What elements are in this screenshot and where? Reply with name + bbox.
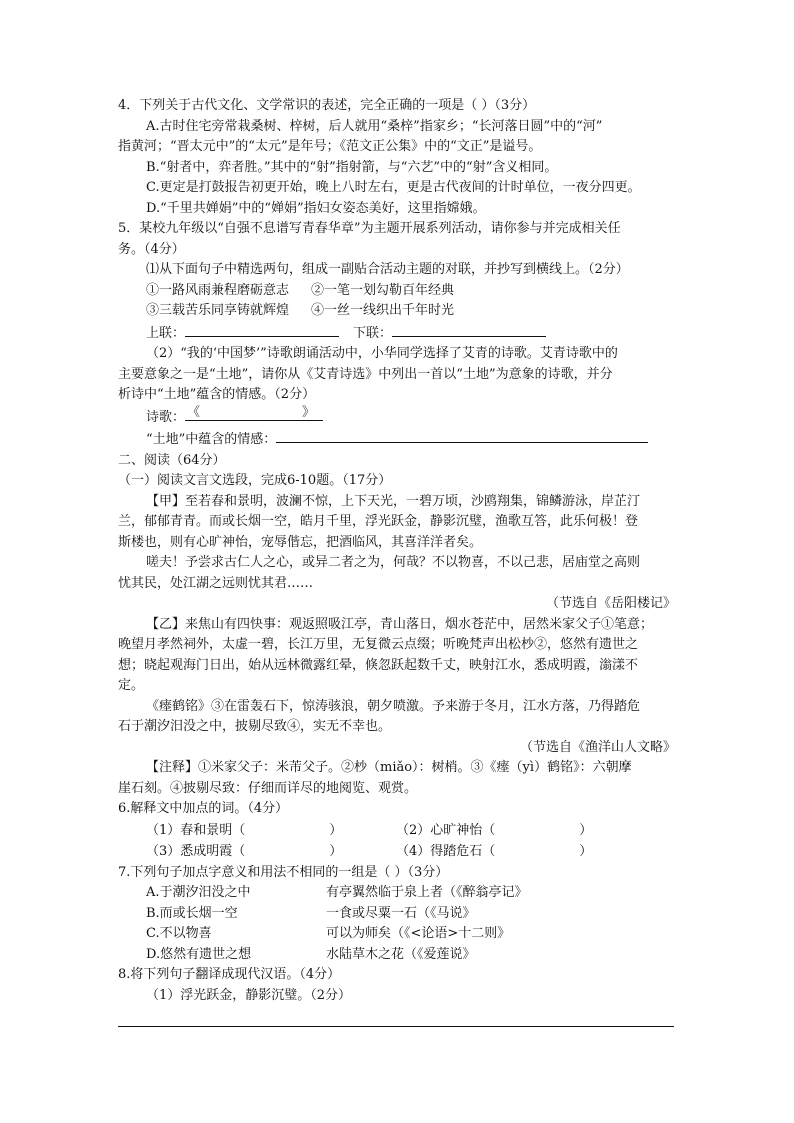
q7-option-d-row — [118, 945, 676, 966]
passage-jia-line1: 【甲】至若春和景明，波澜不惊，上下天光，一碧万顷，沙鸥翔集，锦鳞游泳，岸芷汀 — [146, 493, 641, 509]
emotion-label: “土地”中蕴含的情感： — [146, 432, 277, 447]
lower-couplet-label: 下联： — [353, 325, 393, 341]
passage-yi-line1: 【乙】来焦山有四快事：观返照吸江亭，青山落日，烟水苍茫中，居然米家父子①笔意； — [146, 616, 654, 632]
reading-section-title: 二、阅读（64分） — [118, 452, 226, 468]
q7-option-d-right: 水陆草木之花（《爱莲说》 — [326, 946, 476, 962]
q6-stem: 6.解释文中加点的词。（4分） — [118, 801, 289, 816]
passage-jia-source: （节选自《岳阳楼记》 — [545, 596, 676, 611]
q5-options-row1 — [118, 281, 676, 302]
passage-jia-line4: 嗟夫！予尝求古仁人之心，或异二者之为，何哉？不以物喜，不以己悲，居庙堂之高则 — [146, 555, 641, 570]
q6-item1: （1）春和景明（ — [146, 822, 246, 838]
passage-yi-line2: 晚望月孝然祠外，太虚一碧，长江万里，无复微云点缀；听晚梵声出松杪②，悠然有遗世之 — [118, 637, 639, 652]
q7-option-b-row — [118, 904, 676, 925]
q6-item4-blank[interactable] — [495, 841, 579, 855]
reading-subsection-title: （一）阅读文言文选段，完成6-10题。（17分） — [118, 473, 392, 488]
q7-option-c-left: C.不以物喜 — [146, 926, 212, 941]
q6-item3-close: ） — [329, 844, 343, 859]
q5-option-2: ②一笔一划勾勒百年经典 — [311, 282, 455, 298]
q7-stem: 7.下列句子加点字意义和用法不相同的一组是（ ）（3分） — [118, 864, 449, 880]
upper-couplet-label: 上联： — [146, 325, 186, 341]
q8-item1: （1）浮光跃金，静影沉璧。（2分） — [146, 987, 352, 1003]
q6-row1 — [118, 820, 676, 842]
couplet-row — [118, 322, 676, 345]
q6-item3-blank[interactable] — [245, 841, 329, 855]
emotion-blank[interactable] — [276, 428, 648, 443]
q5-part1: ⑴从下面句子中精选两句，组成一副贴合活动主题的对联，并抄写到横线上。（2分） — [146, 262, 629, 277]
answer-line[interactable] — [118, 1026, 674, 1027]
q6-item1-blank[interactable] — [245, 820, 329, 834]
passage-jia-line5: 忧其民，处江湖之远则忧其君…… — [118, 575, 314, 591]
passage-yi-line3: 想；晓起观海门日出，始从远林微露红晕，倏忽跃起数千丈，映射江水，悉成明霞，滃漾不 — [118, 657, 639, 673]
poem-row — [118, 406, 676, 429]
emotion-row — [118, 428, 676, 451]
q6-item2-blank[interactable] — [495, 820, 579, 834]
q7-option-b-left: B.而或长烟一空 — [146, 905, 238, 921]
q6-item4: （4）得踏危石（ — [396, 844, 496, 859]
passage-jia-line2: 兰，郁郁青青。而或长烟一空，皓月千里，浮光跃金，静影沉璧，渔歌互答，此乐何极！登 — [118, 514, 639, 529]
q5-option-4: ④一丝一线织出千年时光 — [311, 303, 455, 318]
lower-couplet-blank[interactable] — [392, 322, 546, 337]
q6-item3: （3）悉成明霞（ — [146, 844, 246, 859]
q5-option-1: ①一路风雨兼程磨砺意志 — [146, 282, 290, 298]
annotation-line1: 【注释】①米家父子：米芾父子。②杪（miǎo）：树梢。③《瘗（yì）鹤铭》：六朝摩 — [146, 760, 632, 775]
q7-option-a-left: A.于潮汐汨没之中 — [146, 885, 251, 900]
poem-label: 诗歌： — [146, 409, 186, 425]
q7-option-c-row — [118, 924, 676, 945]
poem-open-bracket: 《 — [187, 404, 201, 420]
q6-row2 — [118, 841, 676, 863]
q6-item2: （2）心旷神怡（ — [396, 822, 496, 838]
q5-option-3: ③三载苦乐同享铸就辉煌 — [146, 303, 290, 318]
passage-yi-line6: 石于潮汐汨没之中，披剔尽致④，实无不幸也。 — [118, 719, 392, 734]
q5-stem: 5．某校九年级以“自强不息谱写青春华章”为主题开展系列活动，请你参与并完成相关任 — [118, 221, 621, 236]
upper-couplet-blank[interactable] — [185, 322, 339, 337]
passage-yi-line5: 《瘗鹤铭》③在雷轰石下，惊涛骇浪，朝夕喷激。予来游于冬月，江水方落，乃得踏危 — [146, 698, 641, 714]
passage-jia-line3: 斯楼也，则有心旷神怡，宠辱偕忘，把酒临风，其喜洋洋者矣。 — [118, 534, 483, 550]
q5-part2: （2）“我的‘中国梦’”诗歌朗诵活动中，小华同学选择了艾青的诗歌。艾青诗歌中的 — [146, 346, 618, 361]
q4-option-b: B.“射者中，弈者胜。”其中的“射”指射箭，与“六艺”中的“射”含义相同。 — [146, 159, 558, 175]
poem-blank[interactable] — [185, 406, 323, 421]
annotation-line2: 崖石刻。④披剔尽致：仔细而详尽的地阅览、观赏。 — [118, 780, 418, 796]
q7-option-a-row — [118, 883, 676, 904]
passage-yi-source: （节选自《渔洋山人文略》 — [519, 739, 676, 755]
q4-stem: 4．下列关于古代文化、文学常识的表述，完全正确的一项是（ ）（3分） — [118, 98, 536, 113]
q7-option-b-right: 一食或尽粟一石（《马说》 — [326, 905, 476, 921]
q4-option-d: D.“千里共婵娟”中的“婵娟”指妇女姿态美好，这里指嫦娥。 — [146, 200, 486, 216]
q5-part2-cont1: 主要意象之一是“土地”，请你从《艾青诗选》中列出一首以“土地”为意象的诗歌，并分 — [118, 366, 613, 382]
q6-item4-close: ） — [579, 844, 593, 859]
q8-stem: 8.将下列句子翻译成现代汉语。（4分） — [118, 967, 341, 982]
q6-item2-close: ） — [579, 822, 593, 838]
q4-option-a-cont: 指黄河；“晋太元中”的“太元”是年号；《范文正公集》中的“文正”是谥号。 — [118, 139, 542, 154]
q4-option-a: A.古时住宅旁常栽桑树、梓树，后人就用“桑梓”指家乡；“长河落日圆”中的“河” — [146, 118, 603, 134]
q4-option-c: C.更定是打鼓报告初更开始，晚上八时左右，更是古代夜间的计时单位，一夜分四更。 — [146, 180, 641, 195]
q6-item1-close: ） — [329, 822, 343, 838]
q7-option-c-right: 可以为师矣（《<论语>十二则》 — [326, 926, 511, 941]
exam-page — [118, 96, 676, 1006]
q5-part2-cont2: 析诗中“土地”蕴含的情感。（2分） — [118, 387, 316, 402]
passage-yi-line4: 定。 — [118, 678, 145, 693]
q7-option-a-right: 有亭翼然临于泉上者（《醉翁亭记》 — [326, 885, 528, 900]
q7-option-d-left: D.悠然有遗世之想 — [146, 946, 252, 962]
q5-stem-cont: 务。（4分） — [118, 241, 185, 257]
q5-options-row2 — [118, 301, 676, 322]
poem-close-bracket: 》 — [302, 404, 316, 420]
